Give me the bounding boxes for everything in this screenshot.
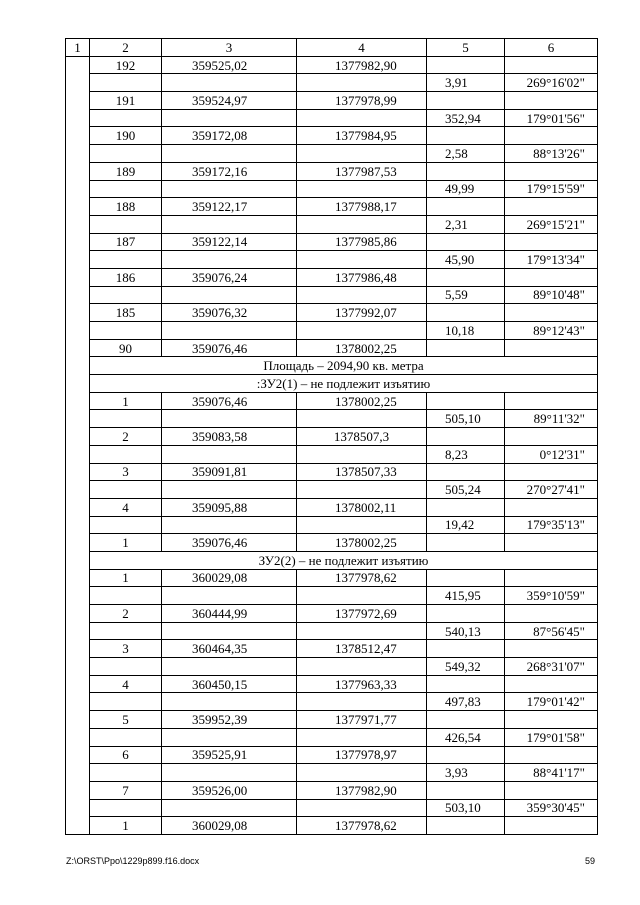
empty-cell [297, 728, 427, 746]
coord-x: 360444,99 [162, 605, 297, 623]
empty-cell [90, 481, 162, 499]
col-header-3: 3 [162, 39, 297, 57]
empty-cell [162, 109, 297, 127]
empty-cell [162, 286, 297, 304]
direction-angle: 179°01'56" [505, 109, 598, 127]
direction-angle: 179°01'42" [505, 693, 598, 711]
header-row [66, 39, 598, 57]
empty-cell [297, 764, 427, 782]
empty-cell [505, 534, 598, 552]
segment-length: 497,83 [427, 693, 505, 711]
col-header-1: 1 [66, 39, 90, 57]
coord-y: 1377982,90 [297, 56, 427, 74]
segment-length: 45,90 [427, 251, 505, 269]
point-number: 190 [90, 127, 162, 145]
empty-cell [162, 322, 297, 340]
direction-angle: 89°10'48" [505, 286, 598, 304]
point-number: 191 [90, 92, 162, 110]
point-row [66, 605, 598, 623]
coord-y: 1377992,07 [297, 304, 427, 322]
direction-angle: 87°56'45" [505, 622, 598, 640]
empty-cell [427, 640, 505, 658]
empty-cell [90, 109, 162, 127]
coord-x: 359952,39 [162, 711, 297, 729]
coord-y: 1378002,25 [297, 534, 427, 552]
section-title: ЗУ2(2) – не подлежит изъятию [90, 551, 598, 569]
point-number: 2 [90, 605, 162, 623]
direction-angle: 269°15'21" [505, 215, 598, 233]
coord-y: 1377982,90 [297, 781, 427, 799]
empty-cell [505, 56, 598, 74]
point-number: 6 [90, 746, 162, 764]
point-row [66, 268, 598, 286]
col-header-5: 5 [427, 39, 505, 57]
empty-cell [162, 764, 297, 782]
empty-cell [90, 799, 162, 817]
empty-cell [297, 658, 427, 676]
empty-cell [505, 233, 598, 251]
point-row [66, 498, 598, 516]
empty-cell [427, 92, 505, 110]
coord-x: 359122,17 [162, 198, 297, 216]
coord-y: 1377986,48 [297, 268, 427, 286]
empty-cell [297, 251, 427, 269]
coord-x: 359172,16 [162, 162, 297, 180]
segment-row [66, 410, 598, 428]
point-row [66, 92, 598, 110]
empty-cell [162, 728, 297, 746]
point-row [66, 127, 598, 145]
coord-x: 359076,32 [162, 304, 297, 322]
empty-cell [505, 746, 598, 764]
coord-x: 360029,08 [162, 817, 297, 835]
empty-cell [427, 392, 505, 410]
empty-cell [505, 162, 598, 180]
empty-cell [505, 605, 598, 623]
coord-y: 1378507,33 [297, 463, 427, 481]
empty-cell [427, 781, 505, 799]
segment-length: 2,31 [427, 215, 505, 233]
empty-cell [90, 286, 162, 304]
segment-length: 19,42 [427, 516, 505, 534]
point-number: 4 [90, 498, 162, 516]
empty-cell [427, 127, 505, 145]
direction-angle: 359°10'59" [505, 587, 598, 605]
empty-cell [427, 498, 505, 516]
empty-cell [427, 233, 505, 251]
coord-y: 1377971,77 [297, 711, 427, 729]
empty-cell [505, 463, 598, 481]
coord-y: 1377987,53 [297, 162, 427, 180]
segment-row [66, 145, 598, 163]
point-row [66, 392, 598, 410]
empty-cell [90, 728, 162, 746]
point-number: 1 [90, 392, 162, 410]
coord-y: 1377985,86 [297, 233, 427, 251]
empty-cell [297, 516, 427, 534]
empty-cell [505, 711, 598, 729]
segment-row [66, 516, 598, 534]
empty-cell [297, 145, 427, 163]
footer-file-path: Z:\ORST\Ppo\1229p899.f16.docx [66, 856, 200, 866]
segment-length: 49,99 [427, 180, 505, 198]
segment-row [66, 215, 598, 233]
coord-y: 1377963,33 [297, 675, 427, 693]
empty-cell [427, 304, 505, 322]
empty-cell [162, 481, 297, 499]
empty-cell [90, 516, 162, 534]
empty-cell [297, 481, 427, 499]
empty-cell [90, 658, 162, 676]
point-number: 188 [90, 198, 162, 216]
section-row [66, 375, 598, 393]
coord-x: 359526,00 [162, 781, 297, 799]
segment-row [66, 251, 598, 269]
section-row [66, 551, 598, 569]
empty-cell [505, 675, 598, 693]
segment-row [66, 587, 598, 605]
empty-cell [505, 640, 598, 658]
coord-y: 1377978,62 [297, 569, 427, 587]
section-title: :ЗУ2(1) – не подлежит изъятию [90, 375, 598, 393]
segment-length: 540,13 [427, 622, 505, 640]
direction-angle: 88°41'17" [505, 764, 598, 782]
point-number: 1 [90, 817, 162, 835]
segment-length: 352,94 [427, 109, 505, 127]
empty-cell [427, 746, 505, 764]
empty-cell [90, 445, 162, 463]
empty-cell [90, 180, 162, 198]
segment-length: 10,18 [427, 322, 505, 340]
empty-cell [427, 605, 505, 623]
coord-y: 1378002,25 [297, 339, 427, 357]
point-row [66, 233, 598, 251]
empty-cell [427, 569, 505, 587]
point-row [66, 56, 598, 74]
segment-length: 505,10 [427, 410, 505, 428]
empty-cell [90, 215, 162, 233]
segment-length: 426,54 [427, 728, 505, 746]
direction-angle: 179°35'13" [505, 516, 598, 534]
empty-cell [505, 781, 598, 799]
section-title: Площадь – 2094,90 кв. метра [90, 357, 598, 375]
direction-angle: 89°12'43" [505, 322, 598, 340]
empty-cell [427, 428, 505, 446]
empty-cell [162, 145, 297, 163]
coord-y: 1378002,11 [297, 498, 427, 516]
empty-cell [162, 445, 297, 463]
coord-x: 359172,08 [162, 127, 297, 145]
empty-cell [427, 56, 505, 74]
point-number: 3 [90, 463, 162, 481]
empty-cell [505, 268, 598, 286]
empty-cell [297, 322, 427, 340]
empty-cell [427, 198, 505, 216]
direction-angle: 0°12'31" [505, 445, 598, 463]
col-header-2: 2 [90, 39, 162, 57]
point-number: 90 [90, 339, 162, 357]
segment-length: 503,10 [427, 799, 505, 817]
direction-angle: 88°13'26" [505, 145, 598, 163]
empty-cell [427, 534, 505, 552]
empty-cell [90, 251, 162, 269]
empty-cell [162, 215, 297, 233]
point-row [66, 640, 598, 658]
coord-x: 359525,91 [162, 746, 297, 764]
empty-cell [505, 428, 598, 446]
empty-cell [297, 215, 427, 233]
point-row [66, 817, 598, 835]
empty-cell [505, 498, 598, 516]
empty-cell [505, 569, 598, 587]
col-header-4: 4 [297, 39, 427, 57]
col-header-6: 6 [505, 39, 598, 57]
direction-angle: 359°30'45" [505, 799, 598, 817]
empty-cell [427, 817, 505, 835]
coord-x: 360029,08 [162, 569, 297, 587]
segment-row [66, 764, 598, 782]
point-row [66, 428, 598, 446]
point-number: 192 [90, 56, 162, 74]
direction-angle: 268°31'07" [505, 658, 598, 676]
empty-cell [90, 587, 162, 605]
coord-y: 1378507,3 [297, 428, 427, 446]
empty-cell [297, 587, 427, 605]
empty-cell [90, 74, 162, 92]
empty-cell [162, 799, 297, 817]
empty-cell [505, 92, 598, 110]
segment-length: 3,91 [427, 74, 505, 92]
merged-col-1 [66, 56, 90, 834]
point-row [66, 198, 598, 216]
coord-x: 359076,46 [162, 534, 297, 552]
coord-x: 359091,81 [162, 463, 297, 481]
empty-cell [505, 392, 598, 410]
coord-x: 359076,46 [162, 392, 297, 410]
empty-cell [162, 251, 297, 269]
empty-cell [297, 445, 427, 463]
point-row [66, 675, 598, 693]
point-row [66, 463, 598, 481]
footer-page-number: 59 [584, 856, 595, 866]
point-number: 7 [90, 781, 162, 799]
empty-cell [297, 74, 427, 92]
coord-x: 359083,58 [162, 428, 297, 446]
coord-x: 360464,35 [162, 640, 297, 658]
empty-cell [297, 622, 427, 640]
segment-length: 5,59 [427, 286, 505, 304]
empty-cell [505, 817, 598, 835]
segment-row [66, 728, 598, 746]
segment-length: 8,23 [427, 445, 505, 463]
segment-row [66, 109, 598, 127]
point-number: 3 [90, 640, 162, 658]
coord-y: 1377978,62 [297, 817, 427, 835]
empty-cell [297, 410, 427, 428]
segment-row [66, 286, 598, 304]
empty-cell [505, 198, 598, 216]
coordinates-table [65, 38, 598, 835]
empty-cell [90, 145, 162, 163]
direction-angle: 179°13'34" [505, 251, 598, 269]
direction-angle: 179°01'58" [505, 728, 598, 746]
point-number: 5 [90, 711, 162, 729]
empty-cell [297, 286, 427, 304]
coord-y: 1377978,97 [297, 746, 427, 764]
segment-length: 549,32 [427, 658, 505, 676]
section-row [66, 357, 598, 375]
point-row [66, 339, 598, 357]
coord-x: 359122,14 [162, 233, 297, 251]
point-number: 185 [90, 304, 162, 322]
empty-cell [427, 162, 505, 180]
point-number: 189 [90, 162, 162, 180]
coord-y: 1377988,17 [297, 198, 427, 216]
empty-cell [90, 693, 162, 711]
segment-row [66, 322, 598, 340]
point-number: 187 [90, 233, 162, 251]
point-number: 186 [90, 268, 162, 286]
coord-x: 359076,46 [162, 339, 297, 357]
point-row [66, 304, 598, 322]
empty-cell [505, 304, 598, 322]
empty-cell [162, 516, 297, 534]
direction-angle: 89°11'32" [505, 410, 598, 428]
empty-cell [297, 693, 427, 711]
empty-cell [162, 587, 297, 605]
point-row [66, 569, 598, 587]
empty-cell [297, 109, 427, 127]
coord-y: 1378512,47 [297, 640, 427, 658]
empty-cell [427, 268, 505, 286]
segment-row [66, 622, 598, 640]
empty-cell [90, 410, 162, 428]
segment-row [66, 74, 598, 92]
coord-x: 359095,88 [162, 498, 297, 516]
empty-cell [90, 622, 162, 640]
coord-x: 359076,24 [162, 268, 297, 286]
segment-row [66, 693, 598, 711]
point-number: 4 [90, 675, 162, 693]
point-row [66, 711, 598, 729]
segment-row [66, 658, 598, 676]
empty-cell [90, 322, 162, 340]
point-row [66, 746, 598, 764]
direction-angle: 179°15'59" [505, 180, 598, 198]
coord-y: 1377978,99 [297, 92, 427, 110]
point-number: 1 [90, 569, 162, 587]
empty-cell [162, 622, 297, 640]
empty-cell [427, 339, 505, 357]
empty-cell [297, 799, 427, 817]
empty-cell [162, 180, 297, 198]
segment-row [66, 481, 598, 499]
empty-cell [162, 693, 297, 711]
empty-cell [162, 74, 297, 92]
segment-length: 505,24 [427, 481, 505, 499]
point-number: 2 [90, 428, 162, 446]
point-row [66, 162, 598, 180]
empty-cell [505, 339, 598, 357]
direction-angle: 269°16'02" [505, 74, 598, 92]
empty-cell [162, 658, 297, 676]
segment-length: 415,95 [427, 587, 505, 605]
coord-x: 360450,15 [162, 675, 297, 693]
segment-row [66, 799, 598, 817]
empty-cell [427, 711, 505, 729]
segment-length: 2,58 [427, 145, 505, 163]
empty-cell [297, 180, 427, 198]
empty-cell [90, 764, 162, 782]
empty-cell [505, 127, 598, 145]
coord-y: 1377984,95 [297, 127, 427, 145]
coord-y: 1377972,69 [297, 605, 427, 623]
segment-length: 3,93 [427, 764, 505, 782]
direction-angle: 270°27'41" [505, 481, 598, 499]
coord-x: 359524,97 [162, 92, 297, 110]
point-number: 1 [90, 534, 162, 552]
empty-cell [427, 675, 505, 693]
segment-row [66, 445, 598, 463]
empty-cell [162, 410, 297, 428]
point-row [66, 534, 598, 552]
segment-row [66, 180, 598, 198]
coord-y: 1378002,25 [297, 392, 427, 410]
empty-cell [427, 463, 505, 481]
point-row [66, 781, 598, 799]
coord-x: 359525,02 [162, 56, 297, 74]
